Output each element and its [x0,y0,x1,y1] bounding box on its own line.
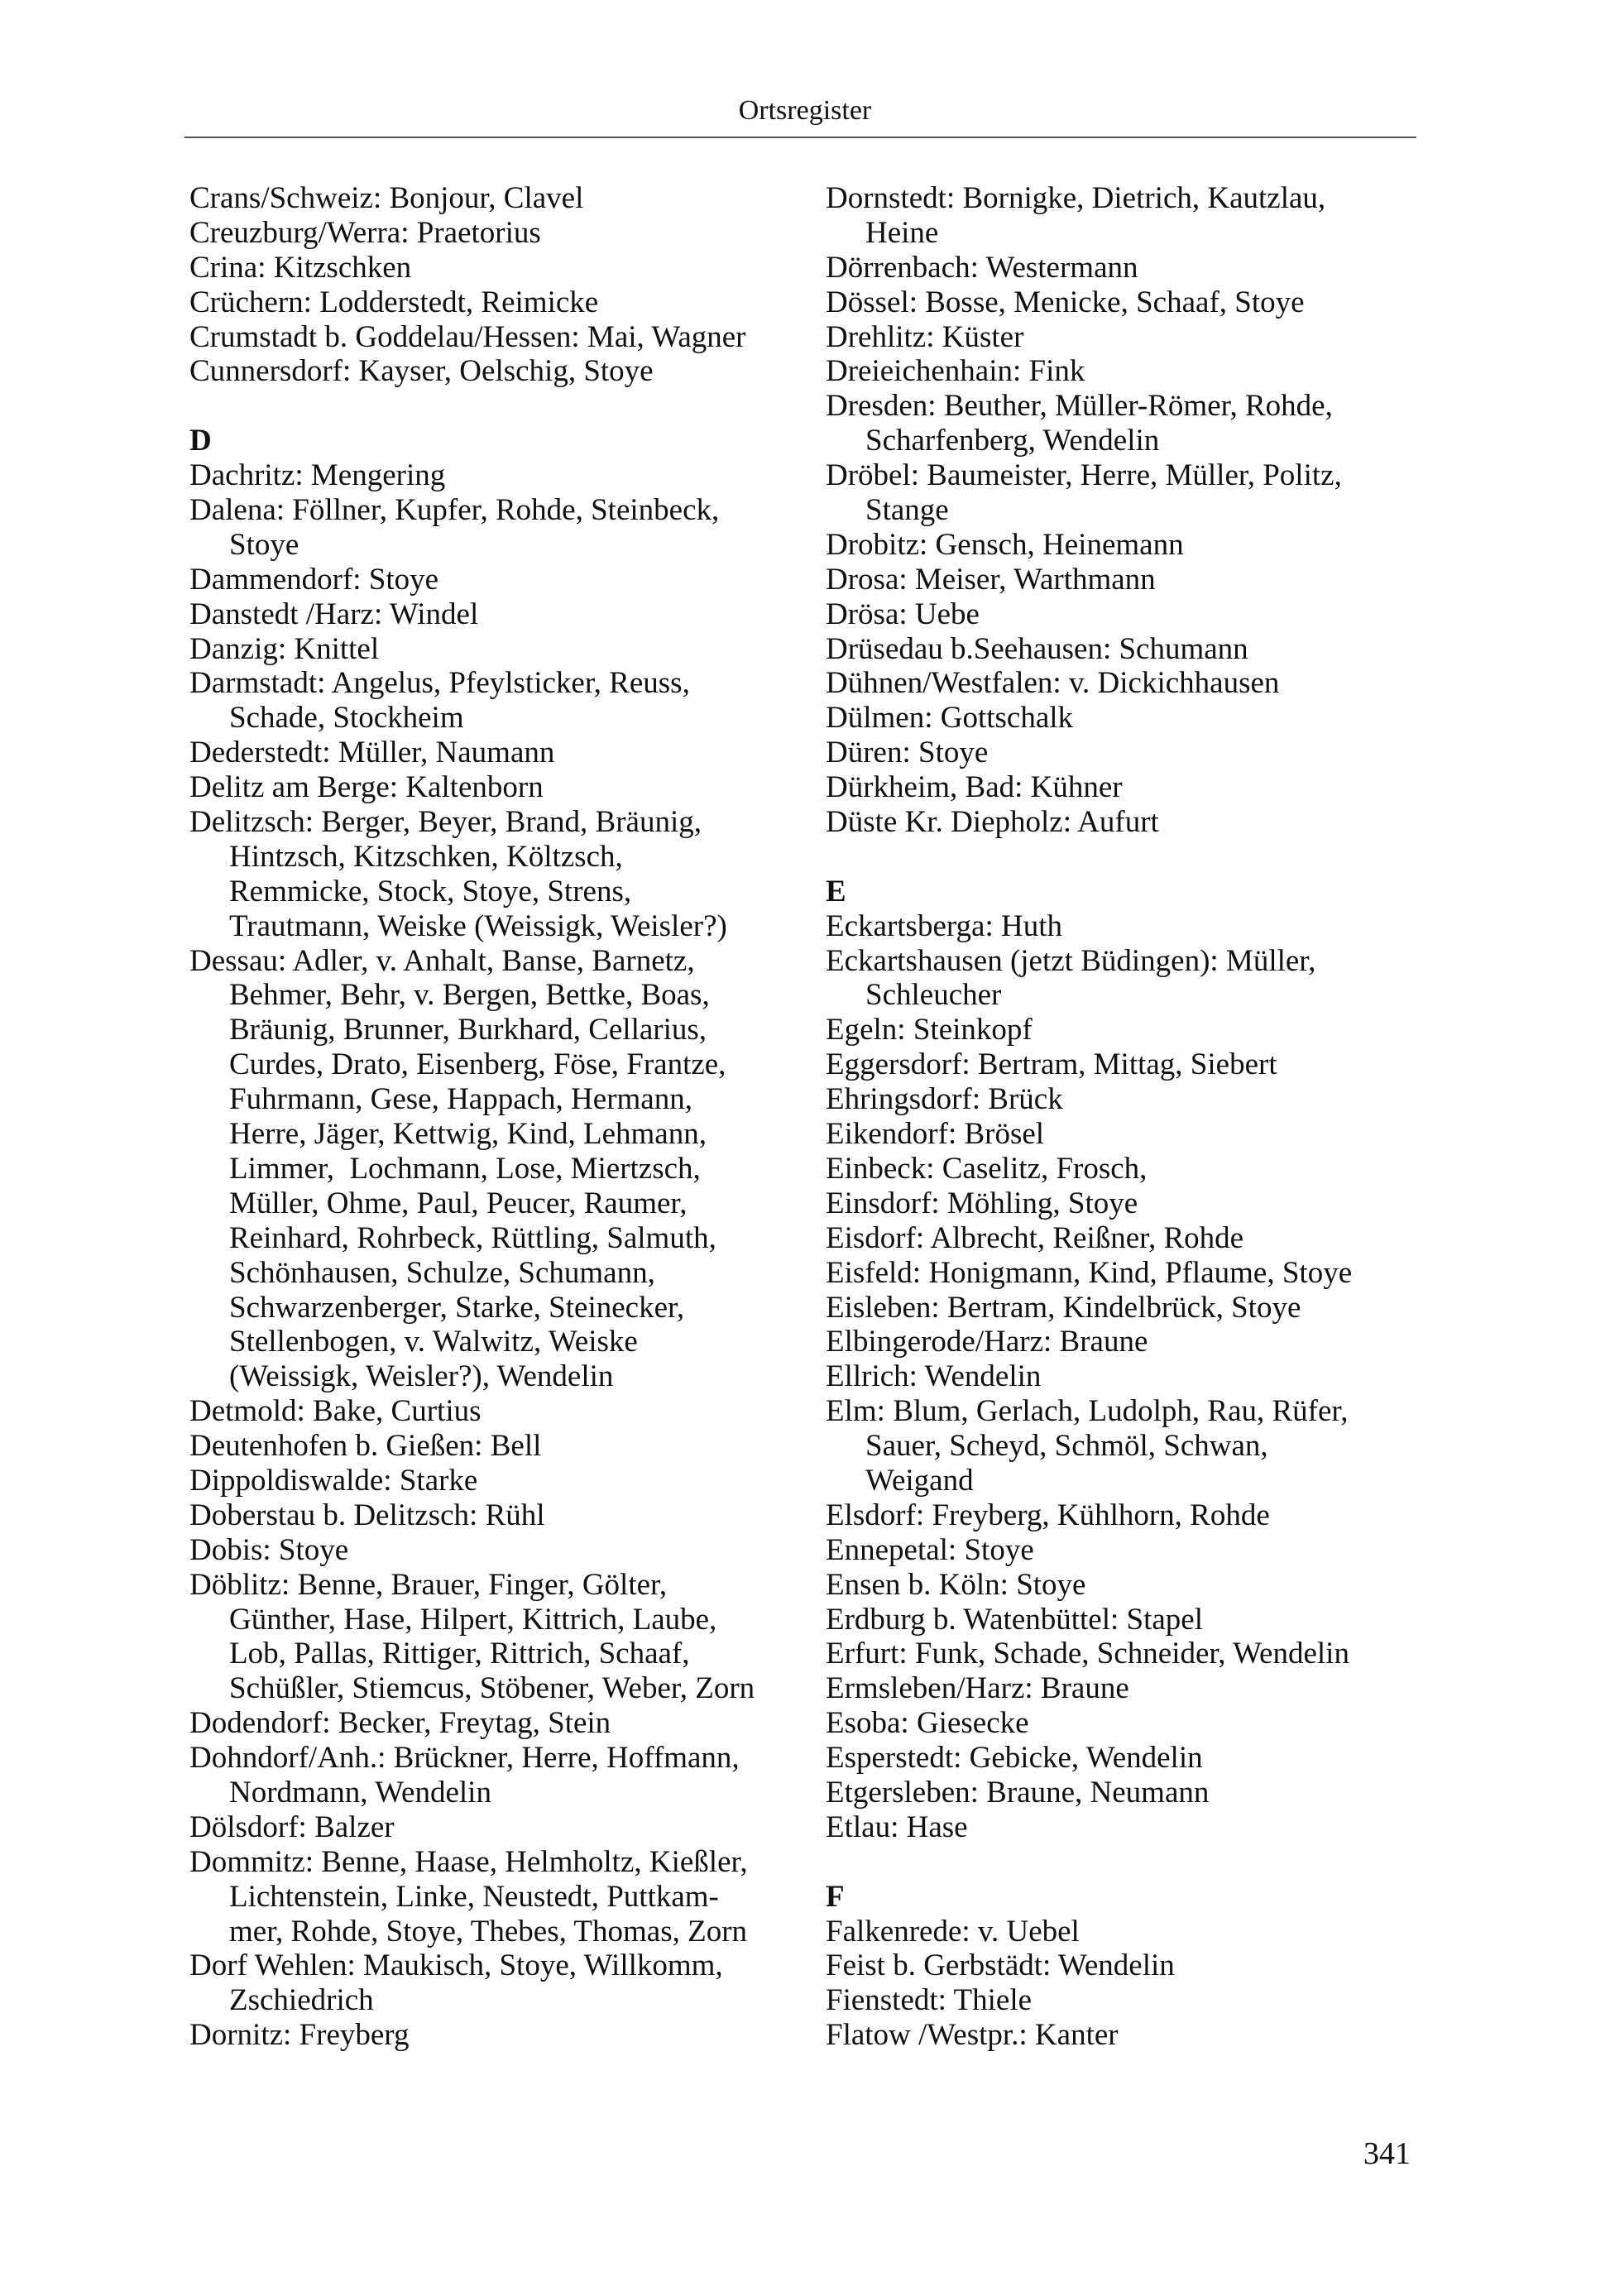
index-entry [189,2018,769,2053]
entry-continuation-line: Müller, Ohme, Paul, Peucer, Raumer, [229,1186,688,1220]
entry-line: Dederstedt: Müller, Naumann [189,736,555,770]
entry-line: Döblitz: Benne, Brauer, Finger, Gölter, [189,1567,668,1602]
entry-line: Dühnen/Westfalen: v. Dickichhausen [826,666,1280,701]
entry-continuation-line: Günther, Hase, Hilpert, Kittrich, Laube, [229,1602,717,1637]
index-entry [189,770,769,805]
entry-line: Elm: Blum, Gerlach, Ludolph, Rau, Rüfer, [826,1394,1349,1429]
section-spacer [189,389,769,424]
index-entry [189,666,769,736]
entry-line: Dessau: Adler, v. Anhalt, Banse, Barnetz, [189,943,695,978]
entry-line: Dülmen: Gottschalk [826,701,1074,736]
entry-line: Drüsedau b.Seehausen: Schumann [826,631,1248,666]
index-entry [826,770,1405,805]
index-entry [189,354,769,389]
entry-line: Dresden: Beuther, Müller-Römer, Rohde, [826,389,1333,424]
entry-continuation-line: Schleucher [865,978,1002,1013]
entry-continuation-line: Stellenbogen, v. Walwitz, Weiske [229,1325,638,1359]
entry-line: Falkenrede: v. Uebel [826,1914,1080,1948]
entry-continuation-line: (Weissigk, Weisler?), Wendelin [229,1359,614,1394]
entry-line: Creuzburg/Werra: Praetorius [189,215,541,250]
entry-continuation-line: Limmer, Lochmann, Lose, Miertzsch, [229,1151,701,1186]
header-rule [184,137,1416,138]
entry-line: Detmold: Bake, Curtius [189,1394,482,1429]
entry-line: Danstedt /Harz: Windel [189,597,479,631]
entry-line: Crina: Kitzschken [189,250,412,285]
entry-line: Esoba: Giesecke [826,1706,1029,1741]
entry-line: Dobis: Stoye [189,1532,349,1567]
index-entry [826,1394,1405,1498]
index-entry [826,666,1405,701]
entry-line: Dornitz: Freyberg [189,2018,410,2053]
index-entry [826,1498,1405,1533]
entry-continuation-line: Schönhausen, Schulze, Schumann, [229,1255,655,1290]
index-entry [189,1845,769,1949]
index-entry [826,632,1405,667]
letter-heading: E [826,874,846,908]
entry-line: Crans/Schweiz: Bonjour, Clavel [189,181,584,215]
entry-line: Dorf Wehlen: Maukisch, Stoye, Willkomm, [189,1948,723,1983]
index-entry [189,1706,769,1741]
index-entry [826,1186,1405,1221]
index-entry [826,1706,1405,1741]
entry-continuation-line: Scharfenberg, Wendelin [865,424,1160,458]
entry-line: Egeln: Steinkopf [826,1013,1033,1047]
index-entry [189,251,769,285]
entry-line: Dölsdorf: Balzer [189,1809,395,1844]
entry-line: Einbeck: Caselitz, Frosch, [826,1151,1148,1186]
entry-line: Etlau: Hase [826,1809,968,1844]
entry-line: Dörrenbach: Westermann [826,250,1138,285]
index-entry [826,1915,1405,1949]
entry-line: Ellrich: Wendelin [826,1359,1042,1394]
entry-continuation-line: Fuhrmann, Gese, Happach, Hermann, [229,1082,692,1117]
index-column-left [189,181,769,2053]
entry-continuation-line: Remmicke, Stock, Stoye, Strens, [229,874,632,908]
entry-line: Dommitz: Benne, Haase, Helmholtz, Kießler, [189,1844,748,1879]
entry-line: Crumstadt b. Goddelau/Hessen: Mai, Wagner [189,319,746,354]
entry-continuation-line: Weigand [865,1463,974,1498]
entry-line: Flatow /Westpr.: Kanter [826,2018,1119,2053]
entry-continuation-line: Reinhard, Rohrbeck, Rüttling, Salmuth, [229,1220,716,1255]
entry-line: Ensen b. Köln: Stoye [826,1567,1086,1602]
index-entry [189,805,769,944]
index-entry [826,1603,1405,1637]
index-entry [826,909,1405,944]
page-number: 341 [1363,2136,1411,2171]
entry-continuation-line: Herre, Jäger, Kettwig, Kind, Lehmann, [229,1117,707,1152]
index-entry [189,216,769,251]
entry-line: Cunnersdorf: Kayser, Oelschig, Stoye [189,354,654,389]
entry-line: Drobitz: Gensch, Heinemann [826,527,1184,562]
index-entry [826,354,1405,389]
index-entry [826,1983,1405,2018]
index-entry [826,1671,1405,1706]
index-entry [826,1221,1405,1256]
index-entry [826,1325,1405,1359]
entry-line: Eggersdorf: Bertram, Mittag, Siebert [826,1047,1277,1082]
entry-line: Dornstedt: Bornigke, Dietrich, Kautzlau, [826,181,1326,215]
entry-continuation-line: Schwarzenberger, Starke, Steinecker, [229,1290,685,1325]
entry-line: Dreieichenhain: Fink [826,354,1085,389]
entry-line: Dohndorf/Anh.: Brückner, Herre, Hoffmann, [189,1741,740,1776]
entry-line: Dalena: Föllner, Kupfer, Rohde, Steinbeck, [189,493,720,528]
entry-continuation-line: Stange [865,493,949,528]
index-entry [826,1810,1405,1845]
index-entry [189,632,769,667]
entry-continuation-line: Stoye [229,527,299,562]
index-entry [826,1013,1405,1047]
index-entry [189,1810,769,1845]
entry-line: Erfurt: Funk, Schade, Schneider, Wendelin [826,1637,1349,1671]
index-entry [826,1741,1405,1776]
letter-heading: F [826,1879,845,1914]
index-entry [189,1464,769,1498]
entry-continuation-line: Heine [865,215,939,250]
index-entry [826,389,1405,458]
entry-line: Eikendorf: Brösel [826,1117,1045,1152]
index-entry [189,181,769,216]
index-entry [189,1498,769,1533]
entry-line: Eckartsberga: Huth [826,908,1062,943]
index-entry [189,1429,769,1464]
entry-line: Dachritz: Mengering [189,458,446,493]
index-entry [189,1741,769,1810]
index-entry [189,563,769,597]
section-spacer [826,840,1405,875]
index-entry [826,597,1405,632]
entry-line: Erdburg b. Watenbüttel: Stapel [826,1602,1204,1637]
running-header-title: Ortsregister [738,95,872,126]
index-entry [826,1776,1405,1810]
entry-line: Einsdorf: Möhling, Stoye [826,1186,1138,1220]
index-entry [826,251,1405,285]
entry-line: Crüchern: Lodderstedt, Reimicke [189,285,599,319]
index-entry [189,1533,769,1568]
entry-line: Dürkheim, Bad: Kühner [826,770,1123,805]
entry-continuation-line: Zschiedrich [229,1983,374,2018]
index-entry [826,1117,1405,1152]
index-entry [826,1533,1405,1568]
index-entry [826,1047,1405,1082]
index-entry [189,320,769,355]
index-entry [826,1152,1405,1186]
entry-line: Ehringsdorf: Brück [826,1082,1063,1117]
entry-continuation-line: mer, Rohde, Stoye, Thebes, Thomas, Zorn [229,1914,748,1948]
index-entry [826,320,1405,355]
entry-continuation-line: Hintzsch, Kitzschken, Költzsch, [229,839,623,874]
index-entry [826,1948,1405,1983]
index-entry [189,1568,769,1707]
entry-line: Drösa: Uebe [826,597,980,631]
index-entry [826,1256,1405,1291]
entry-line: Düste Kr. Diepholz: Aufurt [826,805,1159,840]
entry-line: Elsdorf: Freyberg, Kühlhorn, Rohde [826,1498,1270,1532]
index-entry [189,1948,769,2018]
entry-line: Esperstedt: Gebicke, Wendelin [826,1741,1203,1776]
entry-line: Delitzsch: Berger, Beyer, Brand, Bräunig, [189,805,702,840]
entry-line: Delitz am Berge: Kaltenborn [189,770,544,805]
entry-continuation-line: Behmer, Behr, v. Bergen, Bettke, Boas, [229,978,710,1013]
entry-continuation-line: Curdes, Drato, Eisenberg, Föse, Frantze, [229,1047,726,1082]
index-entry [189,736,769,770]
entry-line: Düren: Stoye [826,736,989,770]
entry-line: Dammendorf: Stoye [189,562,439,597]
letter-heading: D [189,424,212,458]
entry-line: Dodendorf: Becker, Freytag, Stein [189,1706,611,1741]
section-spacer [826,1845,1405,1880]
entry-line: Danzig: Knittel [189,631,380,666]
entry-line: Drosa: Meiser, Warthmann [826,562,1156,597]
entry-continuation-line: Trautmann, Weiske (Weissigk, Weisler?) [229,908,727,943]
entry-line: Dössel: Bosse, Menicke, Schaaf, Stoye [826,285,1305,319]
entry-line: Dippoldiswalde: Starke [189,1463,478,1498]
index-entry [826,736,1405,770]
entry-line: Etgersleben: Braune, Neumann [826,1775,1210,1809]
entry-line: Eisfeld: Honigmann, Kind, Pflaume, Stoye [826,1255,1353,1290]
entry-line: Deutenhofen b. Gießen: Bell [189,1429,542,1464]
entry-continuation-line: Lob, Pallas, Rittiger, Rittrich, Schaaf, [229,1637,690,1671]
entry-continuation-line: Nordmann, Wendelin [229,1775,491,1809]
index-entry [826,1291,1405,1325]
index-entry [826,2018,1405,2053]
entry-line: Eisleben: Bertram, Kindelbrück, Stoye [826,1290,1301,1325]
entry-continuation-line: Bräunig, Brunner, Burkhard, Cellarius, [229,1013,707,1047]
index-entry [826,1568,1405,1603]
entry-continuation-line: Schüßler, Stiemcus, Stöbener, Weber, Zorn [229,1671,755,1706]
index-entry [826,1637,1405,1671]
index-entry [189,458,769,493]
entry-line: Ermsleben/Harz: Braune [826,1671,1129,1706]
index-entry [826,805,1405,840]
entry-line: Dröbel: Baumeister, Herre, Müller, Politz, [826,458,1342,493]
index-entry [826,701,1405,736]
index-entry [826,944,1405,1014]
entry-line: Ennepetal: Stoye [826,1532,1034,1567]
entry-continuation-line: Lichtenstein, Linke, Neustedt, Puttkam- [229,1879,719,1914]
entry-line: Darmstadt: Angelus, Pfeylsticker, Reuss, [189,666,690,701]
index-entry [189,493,769,563]
index-entry [189,285,769,320]
entry-line: Elbingerode/Harz: Braune [826,1325,1148,1359]
index-entry [826,1082,1405,1117]
index-entry [826,1359,1405,1394]
index-entry [826,285,1405,320]
entry-continuation-line: Schade, Stockheim [229,701,464,736]
entry-line: Feist b. Gerbstädt: Wendelin [826,1948,1175,1983]
entry-line: Eisdorf: Albrecht, Reißner, Rohde [826,1220,1244,1255]
index-entry [189,1394,769,1429]
index-column-right [826,181,1405,2053]
index-entry [826,528,1405,563]
entry-continuation-line: Sauer, Scheyd, Schmöl, Schwan, [865,1429,1268,1464]
index-entry [189,597,769,632]
index-entry [826,458,1405,528]
entry-line: Fienstedt: Thiele [826,1983,1033,2018]
index-entry [826,181,1405,251]
entry-line: Eckartshausen (jetzt Büdingen): Müller, [826,943,1316,978]
index-entry [826,563,1405,597]
index-entry [189,944,769,1395]
entry-line: Doberstau b. Delitzsch: Rühl [189,1498,545,1532]
entry-line: Drehlitz: Küster [826,319,1024,354]
